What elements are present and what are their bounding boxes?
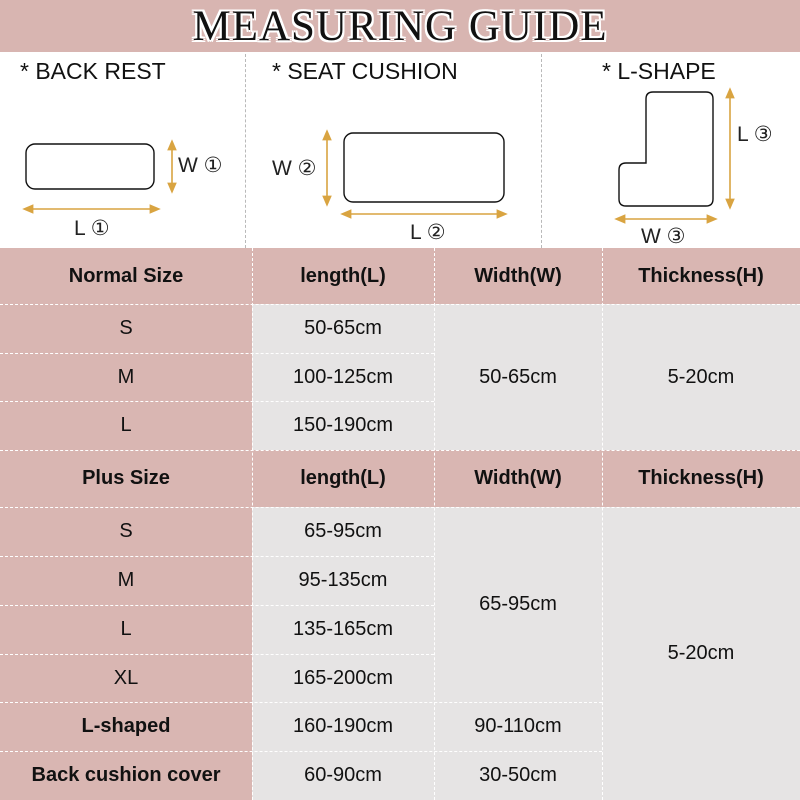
normal-row-length: 50-65cm [252,304,434,353]
l-shape-width-label: W ③ [641,225,686,248]
normal-header-length: length(L) [252,248,434,304]
plus-row-size: S [0,507,252,556]
seat-cushion-width-label: W ② [272,157,317,180]
grid-line [0,450,800,451]
back-rest-width-label: W ① [178,154,223,177]
l-shape-title: * L-SHAPE [602,58,716,84]
plus-row-size: XL [0,654,252,702]
plus-header-width: Width(W) [434,450,602,507]
plus-header-length: length(L) [252,450,434,507]
normal-header-width: Width(W) [434,248,602,304]
grid-line [0,556,434,557]
grid-line [0,654,434,655]
normal-header-thickness: Thickness(H) [602,248,800,304]
back-rest-shape [26,144,154,189]
normal-header-size: Normal Size [0,248,252,304]
plus-header-thickness: Thickness(H) [602,450,800,507]
seat-cushion-length-label: L ② [410,221,446,244]
l-shape-outline [619,92,713,206]
back-rest-length-label: L ① [74,217,110,240]
grid-line [252,248,253,800]
normal-thickness-value: 5-20cm [602,304,800,450]
plus-thickness-value: 5-20cm [602,507,800,800]
diagrams-section [0,52,800,248]
l-shaped-row-size: L-shaped [0,702,252,751]
back-rest-title: * BACK REST [20,58,166,84]
grid-line [434,248,435,800]
grid-line [0,702,602,703]
size-table [0,248,800,800]
plus-row-size: L [0,605,252,654]
grid-line [0,304,800,305]
normal-row-size: L [0,401,252,450]
back-cushion-row-width: 30-50cm [434,751,602,800]
normal-row-size: M [0,353,252,401]
grid-line [0,605,434,606]
grid-line [0,507,800,508]
grid-line [602,248,603,800]
plus-row-length: 135-165cm [252,605,434,654]
seat-cushion-shape [344,133,504,202]
seat-cushion-title: * SEAT CUSHION [272,58,458,84]
normal-width-value: 50-65cm [434,304,602,450]
normal-row-length: 150-190cm [252,401,434,450]
plus-width-value: 65-95cm [434,507,602,702]
plus-header-size: Plus Size [0,450,252,507]
grid-line [0,751,602,752]
plus-row-length: 165-200cm [252,654,434,702]
l-shaped-row-length: 160-190cm [252,702,434,751]
back-cushion-row-size: Back cushion cover [0,751,252,800]
l-shape-length-label: L ③ [737,123,773,146]
grid-line [0,401,434,402]
l-shaped-row-width: 90-110cm [434,702,602,751]
grid-line [0,353,434,354]
plus-row-length: 65-95cm [252,507,434,556]
plus-row-length: 95-135cm [252,556,434,605]
plus-row-size: M [0,556,252,605]
normal-row-length: 100-125cm [252,353,434,401]
normal-row-size: S [0,304,252,353]
back-cushion-row-length: 60-90cm [252,751,434,800]
page-title: MEASURING GUIDE [192,3,608,50]
